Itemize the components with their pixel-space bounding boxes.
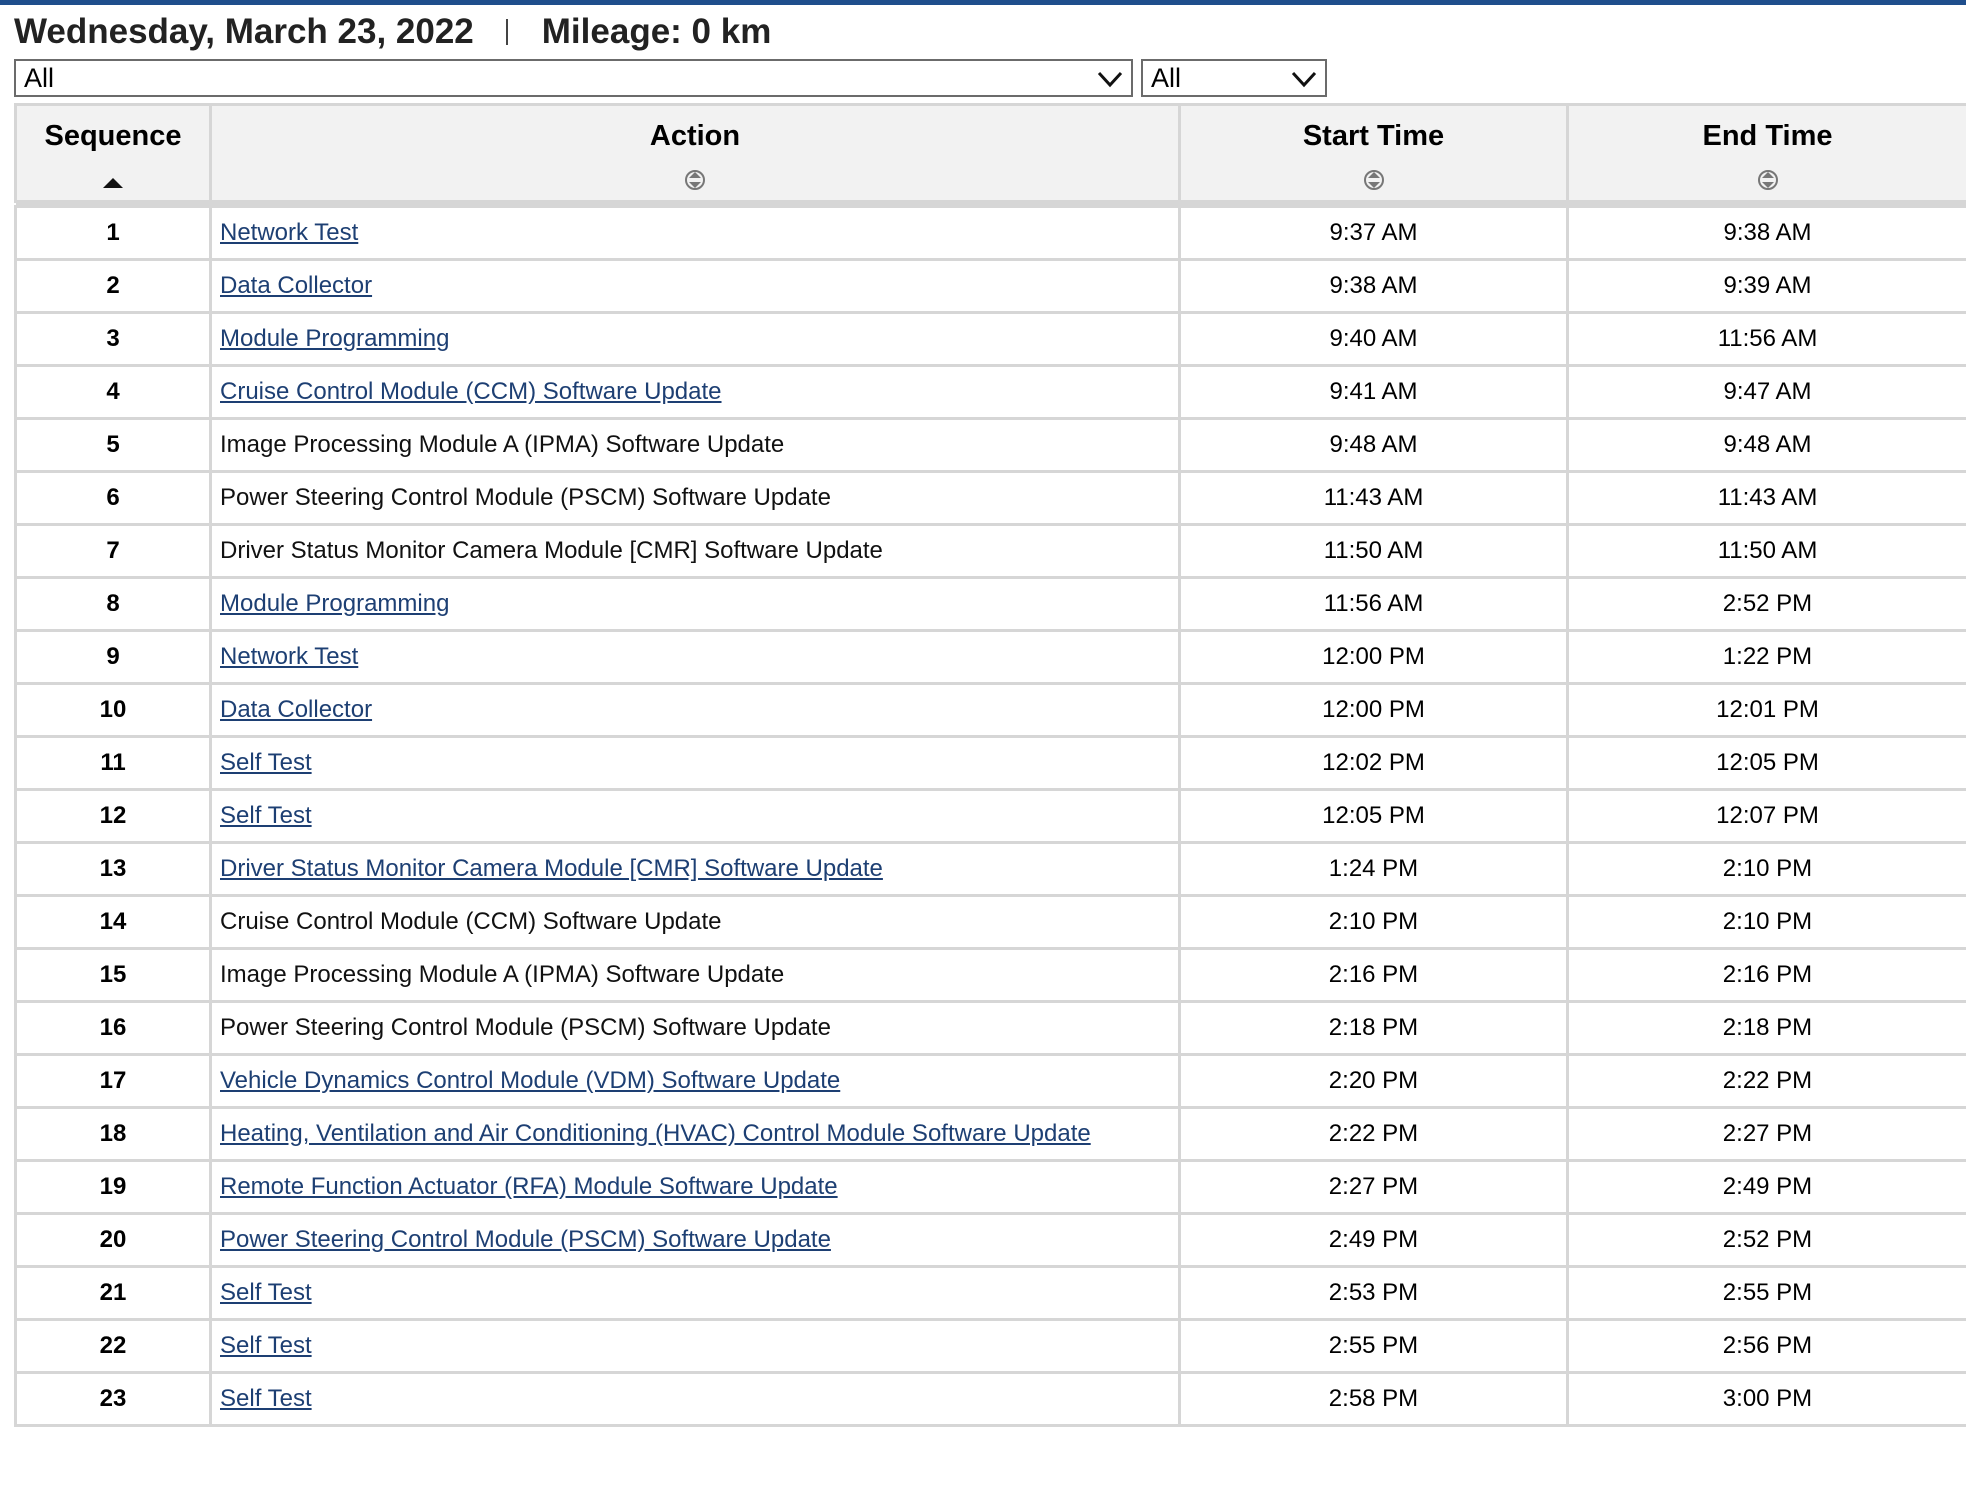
action-filter-select[interactable] bbox=[14, 59, 1133, 97]
start-time-cell: 11:50 AM bbox=[1180, 525, 1568, 578]
start-time-cell: 2:10 PM bbox=[1180, 896, 1568, 949]
action-cell bbox=[211, 313, 1180, 366]
table-row bbox=[16, 1055, 1966, 1108]
start-time-cell: 2:20 PM bbox=[1180, 1055, 1568, 1108]
action-link[interactable]: Remote Function Actuator (RFA) Module Software Update bbox=[220, 1173, 838, 1200]
table-row bbox=[16, 684, 1966, 737]
action-link[interactable]: Network Test bbox=[220, 643, 359, 670]
sequence-cell: 12 bbox=[16, 790, 211, 843]
end-time-cell: 2:56 PM bbox=[1568, 1320, 1966, 1373]
table-row bbox=[16, 260, 1966, 313]
table-row bbox=[16, 578, 1966, 631]
sequence-cell: 1 bbox=[16, 207, 211, 260]
sequence-cell: 5 bbox=[16, 419, 211, 472]
sort-ascending-icon[interactable] bbox=[17, 167, 209, 189]
mileage-label: Mileage: 0 km bbox=[541, 12, 772, 51]
action-link[interactable]: Self Test bbox=[220, 749, 312, 776]
column-header-label: Start Time bbox=[1302, 120, 1445, 152]
end-time-cell: 11:56 AM bbox=[1568, 313, 1966, 366]
page-header bbox=[14, 10, 771, 54]
start-time-cell: 2:22 PM bbox=[1180, 1108, 1568, 1161]
sequence-cell: 6 bbox=[16, 472, 211, 525]
sort-both-icon[interactable] bbox=[1181, 167, 1566, 189]
action-link[interactable]: Self Test bbox=[220, 1279, 312, 1306]
action-cell bbox=[211, 1320, 1180, 1373]
action-cell bbox=[211, 896, 1180, 949]
start-time-cell: 11:56 AM bbox=[1180, 578, 1568, 631]
start-time-cell: 9:37 AM bbox=[1180, 207, 1568, 260]
action-cell bbox=[211, 737, 1180, 790]
action-cell bbox=[211, 1161, 1180, 1214]
table-row bbox=[16, 1108, 1966, 1161]
action-text: Driver Status Monitor Camera Module [CMR] Software Update bbox=[220, 537, 883, 564]
action-cell bbox=[211, 949, 1180, 1002]
sequence-cell: 18 bbox=[16, 1108, 211, 1161]
column-header-label: End Time bbox=[1702, 120, 1833, 152]
action-cell bbox=[211, 790, 1180, 843]
status-filter-select[interactable] bbox=[1141, 59, 1327, 97]
session-date: Wednesday, March 23, 2022 bbox=[14, 12, 474, 51]
action-cell bbox=[211, 1373, 1180, 1426]
start-time-cell: 2:58 PM bbox=[1180, 1373, 1568, 1426]
action-text: Image Processing Module A (IPMA) Software Update bbox=[220, 431, 785, 458]
action-link[interactable]: Heating, Ventilation and Air Conditioning (HVAC) Control Module Software Update bbox=[220, 1120, 1091, 1147]
table-row bbox=[16, 1267, 1966, 1320]
table-row bbox=[16, 790, 1966, 843]
start-time-cell: 1:24 PM bbox=[1180, 843, 1568, 896]
sequence-cell: 19 bbox=[16, 1161, 211, 1214]
end-time-cell: 2:22 PM bbox=[1568, 1055, 1966, 1108]
action-link[interactable]: Network Test bbox=[220, 219, 359, 246]
end-time-cell: 2:10 PM bbox=[1568, 896, 1966, 949]
end-time-cell: 11:43 AM bbox=[1568, 472, 1966, 525]
action-cell bbox=[211, 684, 1180, 737]
end-time-cell: 3:00 PM bbox=[1568, 1373, 1966, 1426]
action-link[interactable]: Driver Status Monitor Camera Module [CMR] Software Update bbox=[220, 855, 883, 882]
action-cell bbox=[211, 366, 1180, 419]
end-time-cell: 2:52 PM bbox=[1568, 1214, 1966, 1267]
end-time-cell: 9:48 AM bbox=[1568, 419, 1966, 472]
sequence-cell: 22 bbox=[16, 1320, 211, 1373]
start-time-cell: 12:02 PM bbox=[1180, 737, 1568, 790]
action-cell bbox=[211, 1055, 1180, 1108]
table-row bbox=[16, 1214, 1966, 1267]
sequence-cell: 4 bbox=[16, 366, 211, 419]
sequence-cell: 7 bbox=[16, 525, 211, 578]
action-link[interactable]: Power Steering Control Module (PSCM) Software Update bbox=[220, 1226, 831, 1253]
end-time-cell: 2:16 PM bbox=[1568, 949, 1966, 1002]
table-row bbox=[16, 843, 1966, 896]
chevron-down-icon bbox=[1095, 64, 1125, 94]
table-row bbox=[16, 737, 1966, 790]
end-time-cell: 12:01 PM bbox=[1568, 684, 1966, 737]
table-row bbox=[16, 631, 1966, 684]
action-link[interactable]: Vehicle Dynamics Control Module (VDM) Software Update bbox=[220, 1067, 841, 1094]
action-link[interactable]: Cruise Control Module (CCM) Software Update bbox=[220, 378, 722, 405]
end-time-cell: 9:39 AM bbox=[1568, 260, 1966, 313]
start-time-cell: 2:18 PM bbox=[1180, 1002, 1568, 1055]
sequence-cell: 10 bbox=[16, 684, 211, 737]
top-accent-bar bbox=[0, 0, 1966, 5]
end-time-cell: 2:52 PM bbox=[1568, 578, 1966, 631]
end-time-cell: 12:05 PM bbox=[1568, 737, 1966, 790]
sequence-cell: 14 bbox=[16, 896, 211, 949]
end-time-cell: 9:47 AM bbox=[1568, 366, 1966, 419]
action-cell bbox=[211, 472, 1180, 525]
start-time-cell: 2:16 PM bbox=[1180, 949, 1568, 1002]
action-cell bbox=[211, 578, 1180, 631]
action-link[interactable]: Data Collector bbox=[220, 696, 373, 723]
end-time-cell: 9:38 AM bbox=[1568, 207, 1966, 260]
sequence-cell: 15 bbox=[16, 949, 211, 1002]
column-header-start-time[interactable] bbox=[1180, 105, 1568, 202]
start-time-cell: 2:49 PM bbox=[1180, 1214, 1568, 1267]
start-time-cell: 9:38 AM bbox=[1180, 260, 1568, 313]
action-link[interactable]: Module Programming bbox=[220, 590, 450, 617]
end-time-cell: 11:50 AM bbox=[1568, 525, 1966, 578]
action-link[interactable]: Self Test bbox=[220, 1332, 312, 1359]
table-row bbox=[16, 472, 1966, 525]
end-time-cell: 12:07 PM bbox=[1568, 790, 1966, 843]
action-cell bbox=[211, 419, 1180, 472]
start-time-cell: 9:41 AM bbox=[1180, 366, 1568, 419]
table-row bbox=[16, 896, 1966, 949]
sequence-cell: 8 bbox=[16, 578, 211, 631]
sequence-cell: 9 bbox=[16, 631, 211, 684]
action-text: Power Steering Control Module (PSCM) Software Update bbox=[220, 484, 831, 511]
column-header-label: Sequence bbox=[44, 120, 182, 152]
column-header-sequence[interactable] bbox=[16, 105, 211, 202]
start-time-cell: 12:00 PM bbox=[1180, 684, 1568, 737]
table-row bbox=[16, 1320, 1966, 1373]
sequence-cell: 2 bbox=[16, 260, 211, 313]
action-cell bbox=[211, 1214, 1180, 1267]
table-row bbox=[16, 419, 1966, 472]
column-header-label: Action bbox=[649, 120, 741, 152]
action-link[interactable]: Self Test bbox=[220, 802, 312, 829]
sequence-cell: 23 bbox=[16, 1373, 211, 1426]
sequence-cell: 16 bbox=[16, 1002, 211, 1055]
sort-both-icon[interactable] bbox=[212, 167, 1178, 189]
sequence-cell: 11 bbox=[16, 737, 211, 790]
start-time-cell: 9:48 AM bbox=[1180, 419, 1568, 472]
action-cell bbox=[211, 1108, 1180, 1161]
start-time-cell: 2:55 PM bbox=[1180, 1320, 1568, 1373]
end-time-cell: 1:22 PM bbox=[1568, 631, 1966, 684]
sort-both-icon[interactable] bbox=[1569, 167, 1966, 189]
table-row bbox=[16, 207, 1966, 260]
action-text: Power Steering Control Module (PSCM) Software Update bbox=[220, 1014, 831, 1041]
end-time-cell: 2:10 PM bbox=[1568, 843, 1966, 896]
sequence-cell: 13 bbox=[16, 843, 211, 896]
table-row bbox=[16, 525, 1966, 578]
end-time-cell: 2:49 PM bbox=[1568, 1161, 1966, 1214]
start-time-cell: 12:05 PM bbox=[1180, 790, 1568, 843]
sequence-cell: 20 bbox=[16, 1214, 211, 1267]
action-link[interactable]: Data Collector bbox=[220, 272, 373, 299]
action-filter-value: All bbox=[24, 62, 55, 93]
status-filter-value: All bbox=[1151, 62, 1182, 93]
action-cell bbox=[211, 260, 1180, 313]
table-row bbox=[16, 366, 1966, 419]
session-actions-table bbox=[14, 103, 1966, 1427]
start-time-cell: 12:00 PM bbox=[1180, 631, 1568, 684]
action-cell bbox=[211, 1002, 1180, 1055]
table-row bbox=[16, 1161, 1966, 1214]
end-time-cell: 2:18 PM bbox=[1568, 1002, 1966, 1055]
action-text: Image Processing Module A (IPMA) Software Update bbox=[220, 961, 785, 988]
action-cell bbox=[211, 525, 1180, 578]
end-time-cell: 2:55 PM bbox=[1568, 1267, 1966, 1320]
action-link[interactable]: Self Test bbox=[220, 1385, 312, 1412]
action-link[interactable]: Module Programming bbox=[220, 325, 450, 352]
start-time-cell: 2:27 PM bbox=[1180, 1161, 1568, 1214]
start-time-cell: 9:40 AM bbox=[1180, 313, 1568, 366]
table-row bbox=[16, 1373, 1966, 1426]
action-cell bbox=[211, 631, 1180, 684]
action-cell bbox=[211, 1267, 1180, 1320]
table-row bbox=[16, 313, 1966, 366]
header-divider bbox=[506, 19, 508, 45]
column-header-action[interactable] bbox=[211, 105, 1180, 202]
table-row bbox=[16, 1002, 1966, 1055]
sequence-cell: 17 bbox=[16, 1055, 211, 1108]
action-cell bbox=[211, 843, 1180, 896]
start-time-cell: 11:43 AM bbox=[1180, 472, 1568, 525]
action-cell bbox=[211, 207, 1180, 260]
chevron-down-icon bbox=[1289, 64, 1319, 94]
column-header-end-time[interactable] bbox=[1568, 105, 1966, 202]
end-time-cell: 2:27 PM bbox=[1568, 1108, 1966, 1161]
sequence-cell: 21 bbox=[16, 1267, 211, 1320]
table-row bbox=[16, 949, 1966, 1002]
action-text: Cruise Control Module (CCM) Software Update bbox=[220, 908, 722, 935]
sequence-cell: 3 bbox=[16, 313, 211, 366]
start-time-cell: 2:53 PM bbox=[1180, 1267, 1568, 1320]
